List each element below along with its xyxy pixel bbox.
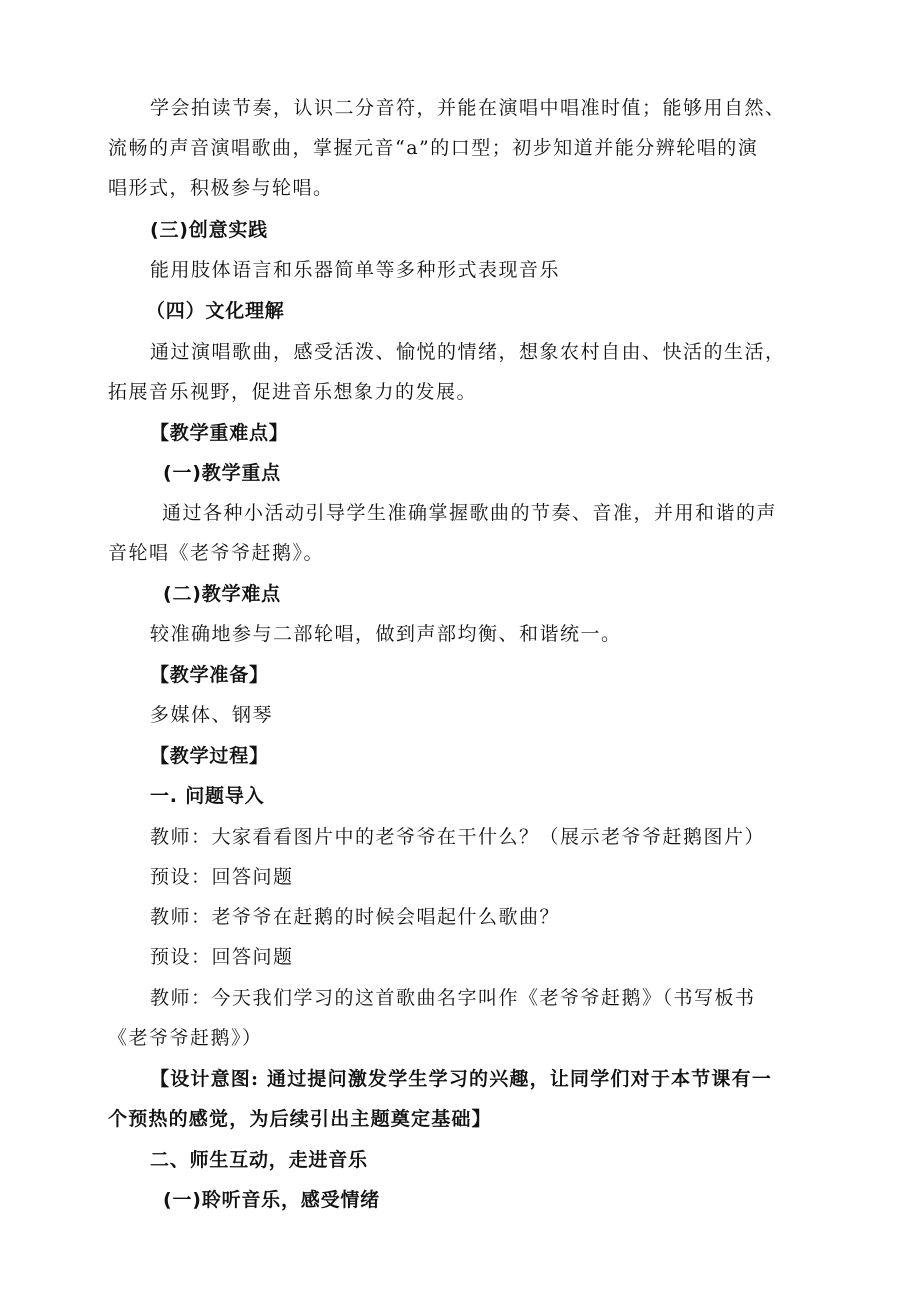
dialogue-teacher-3-line-1: 教师：今天我们学习的这首歌曲名字叫作《老爷爷赶鹅》（书写板书: [150, 987, 756, 1009]
objective-paragraph-line-3: 唱形式，积极参与轮唱。: [108, 177, 334, 199]
objective-paragraph-line-1: 学会拍读节奏，认识二分音符，并能在演唱中唱准时值；能够用自然、: [150, 97, 786, 119]
subheading-key-points: (一)教学重点: [163, 462, 281, 484]
dialogue-preset-2: 预设：回答问题: [150, 946, 294, 968]
creative-practice-text: 能用肢体语言和乐器简单等多种形式表现音乐: [150, 259, 561, 281]
step-heading-interaction: 二、师生互动，走进音乐: [150, 1149, 368, 1171]
design-intent-line-1: 【设计意图: 通过提问激发学生学习的兴趣，让同学们对于本节课有一: [150, 1068, 773, 1090]
design-intent-line-2: 个预热的感觉，为后续引出主题奠定基础】: [108, 1108, 492, 1130]
difficult-points-text: 较准确地参与二部轮唱，做到声部均衡、和谐统一。: [150, 623, 622, 645]
subheading-listen-feel: (一)聆听音乐，感受情绪: [163, 1189, 380, 1211]
dialogue-teacher-1: 教师：大家看看图片中的老爷爷在干什么？（展示老爷爷赶鹅图片）: [150, 826, 766, 848]
cultural-paragraph-line-2: 拓展音乐视野，促进音乐想象力的发展。: [108, 381, 478, 403]
subheading-creative-practice: (三)创意实践: [150, 219, 268, 241]
section-heading-key-difficult-points: 【教学重难点】: [150, 422, 289, 444]
key-points-paragraph-line-2: 音轮唱《老爷爷赶鹅》。: [108, 542, 325, 564]
objective-paragraph-line-2: 流畅的声音演唱歌曲，掌握元音“a”的口型；初步知道并能分辨轮唱的演: [108, 137, 759, 159]
preparation-text: 多媒体、钢琴: [150, 704, 274, 726]
step-heading-introduction: 一. 问题导入: [150, 785, 265, 807]
section-heading-process: 【教学过程】: [150, 745, 269, 767]
section-heading-preparation: 【教学准备】: [150, 664, 269, 686]
subheading-difficult-points: (二)教学难点: [163, 583, 281, 605]
cultural-paragraph-line-1: 通过演唱歌曲，感受活泼、愉悦的情绪，想象农村自由、快活的生活，: [150, 341, 786, 363]
dialogue-preset-1: 预设：回答问题: [150, 866, 294, 888]
key-points-paragraph-line-1: 通过各种小活动引导学生准确掌握歌曲的节奏、音准，并用和谐的声: [162, 502, 778, 524]
dialogue-teacher-2: 教师：老爷爷在赶鹅的时候会唱起什么歌曲？: [150, 906, 561, 928]
subheading-cultural-understanding: （四）文化理解: [146, 300, 285, 322]
dialogue-teacher-3-line-2: 《老爷爷赶鹅》）: [108, 1027, 263, 1049]
